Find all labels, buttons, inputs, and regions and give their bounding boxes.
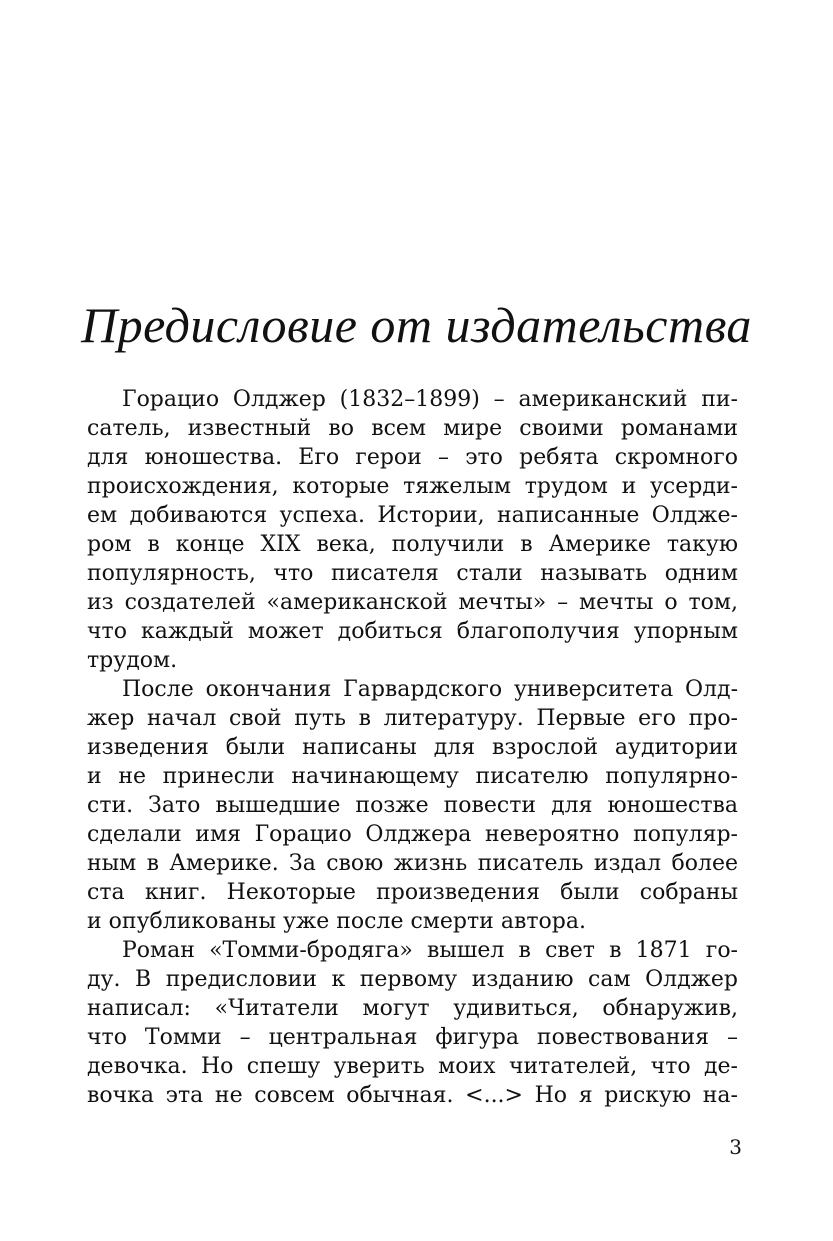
text-line: написал: «Читатели могут удивиться, обнаружив, bbox=[87, 996, 738, 1021]
text-line: Роман «Томми-бродяга» вышел в свет в 1871 го- bbox=[122, 938, 738, 963]
text-line: Горацио Олджер (1832–1899) – американский пи- bbox=[122, 387, 738, 412]
page-number: 3 bbox=[729, 1135, 742, 1159]
text-line: и опубликованы уже после смерти автора. bbox=[87, 909, 586, 934]
text-line: После окончания Гарвардского университета Олд- bbox=[122, 677, 738, 702]
text-line: ром в конце XIX века, получили в Америке такую bbox=[87, 532, 738, 557]
text-line: ду. В предисловии к первому изданию сам Олджер bbox=[87, 967, 738, 992]
text-line: что Томми – центральная фигура повествования – bbox=[87, 1025, 738, 1050]
chapter-title: Предисловие от издательства bbox=[81, 297, 752, 353]
text-line: жер начал свой путь в литературу. Первые его про- bbox=[87, 706, 738, 731]
paragraph-1 bbox=[87, 385, 738, 675]
text-line: ста книг. Некоторые произведения были собраны bbox=[87, 880, 738, 905]
text-line: изведения были написаны для взрослой аудитории bbox=[87, 735, 738, 760]
text-line: девочка. Но спешу уверить моих читателей, что де- bbox=[87, 1054, 738, 1079]
text-line: сти. Зато вышедшие позже повести для юношества bbox=[87, 793, 738, 818]
text-line: популярность, что писателя стали называть одним bbox=[87, 561, 738, 586]
paragraph-2 bbox=[87, 675, 738, 936]
text-line: из создателей «американской мечты» – мечты о том, bbox=[87, 590, 738, 615]
text-line: для юношества. Его герои – это ребята скромного bbox=[87, 445, 738, 470]
paragraph-3 bbox=[87, 936, 738, 1110]
text-line: и не принесли начинающему писателю популярно- bbox=[87, 764, 738, 789]
text-line: вочка эта не совсем обычная. <...> Но я рискую на- bbox=[87, 1083, 738, 1108]
text-line: ным в Америке. За свою жизнь писатель издал более bbox=[87, 851, 738, 876]
text-line: что каждый может добиться благополучия упорным bbox=[87, 619, 738, 644]
text-line: происхождения, которые тяжелым трудом и усерди- bbox=[87, 474, 738, 499]
text-line: трудом. bbox=[87, 648, 178, 673]
body-text bbox=[87, 385, 738, 1110]
text-line: сатель, известный во всем мире своими романами bbox=[87, 416, 738, 441]
text-line: ем добиваются успеха. Истории, написанные Олдже- bbox=[87, 503, 738, 528]
text-line: сделали имя Горацио Олджера невероятно популяр- bbox=[87, 822, 738, 847]
